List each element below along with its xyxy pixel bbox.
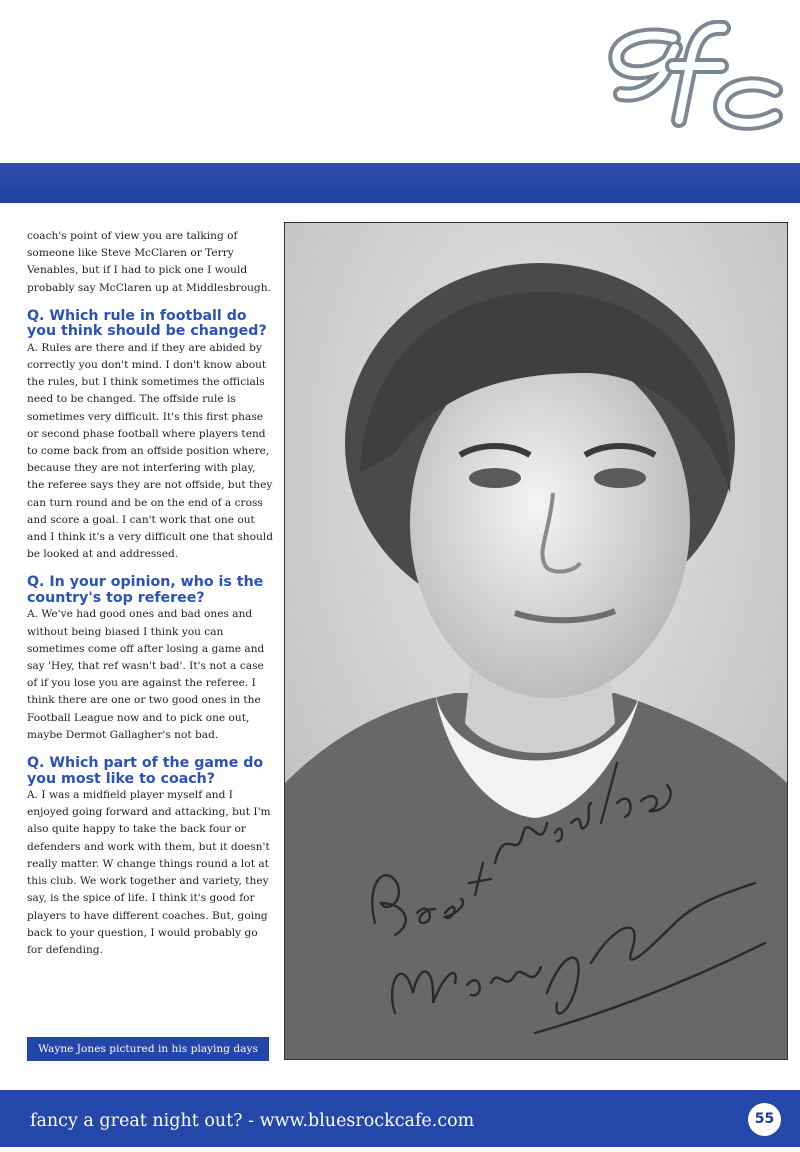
page-number: 55 [748,1103,781,1136]
answer-paragraph: A. I was a midfield player myself and I enjoyed going forward and attacking, but I'm also quite happy to take the back four or defenders and work with them, but it doesn't really matter. W change things round a lot at this club. We work together and variety, they say, is the spice of life. I think it's good for players to have different coaches. But, going back to your question, I would probably go for defending. [27,789,271,956]
footer-advert: fancy a great night out? - www.bluesrockcafe.com [30,1111,475,1131]
article-column [27,228,275,971]
answer-paragraph: A. Rules are there and if they are abided by correctly you don't mind. I don't know about the rules, but I think sometimes the officials need to be changed. The offside rule is sometimes very difficult. It's this first phase or second phase football where players tend to come back from an offside position where, because they are not interfering with play, the referee says they are not offside, but they can turn round and be on the end of a cross and score a goal. I can't work that one out and I think it's a very difficult one that should be looked at and addressed. [27,341,273,561]
club-logo [603,20,788,135]
intro-paragraph: coach's point of view you are talking of someone like Steve McClaren or Terry Venables, but if I had to pick one I would probably say McClaren up at Middlesbrough. [27,230,271,294]
question-heading: Q. In your opinion, who is the country's top referee? [27,574,264,606]
question-heading: Q. Which part of the game do you most like to coach? [27,755,264,787]
top-color-band [0,163,800,203]
question-heading: Q. Which rule in football do you think should be changed? [27,307,267,340]
answer-paragraph: A. We've had good ones and bad ones and without being biased I think you can sometimes come off after losing a game and say 'Hey, that ref wasn't bad'. It's not a case of if you lose you are against the referee. I think there are one or two good ones in the Football League now and to pick one out, maybe Dermot Gallagher's not bad. [27,608,265,741]
photo-caption: Wayne Jones pictured in his playing days [27,1037,269,1061]
player-photo [284,222,788,1060]
